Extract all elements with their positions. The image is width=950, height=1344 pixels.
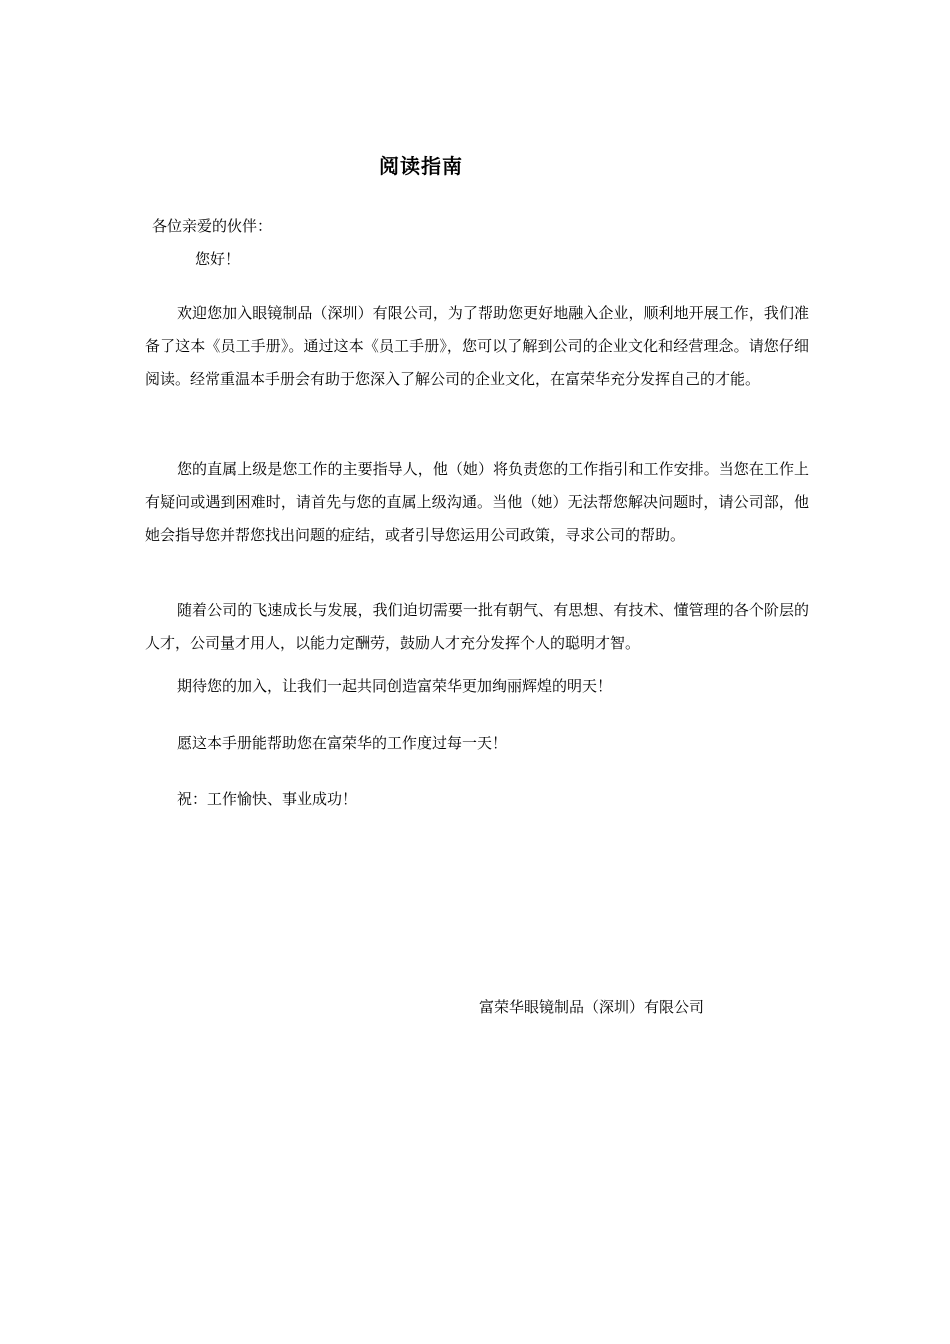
paragraph-supervisor: 您的直属上级是您工作的主要指导人，他（她）将负责您的工作指引和工作安排。当您在工作上有疑问或遇到困难时，请首先与您的直属上级沟通。当他（她）无法帮您解决问题时，请公司部，他她会指导您并帮您找出问题的症结，或者引导您运用公司政策，寻求公司的帮助。 — [145, 460, 809, 544]
company-signature: 富荣华眼镜制品（深圳）有限公司 — [479, 998, 705, 1016]
greeting: 您好！ — [195, 250, 241, 268]
paragraph-expectation: 期待您的加入，让我们一起共同创造富荣华更加绚丽辉煌的明天！ — [177, 677, 613, 695]
paragraph-blessing: 祝：工作愉快、事业成功！ — [177, 790, 358, 808]
salutation: 各位亲爱的伙伴： — [152, 217, 273, 235]
paragraph-growth: 随着公司的飞速成长与发展，我们迫切需要一批有朝气、有思想、有技术、懂管理的各个阶层的人才，公司量才用人，以能力定酬劳，鼓励人才充分发挥个人的聪明才智。 — [145, 601, 809, 652]
paragraph-welcome: 欢迎您加入眼镜制品（深圳）有限公司，为了帮助您更好地融入企业，顺利地开展工作，我们准备了这本《员工手册》。通过这本《员工手册》，您可以了解到公司的企业文化和经营理念。请您仔细阅读。经常重温本手册会有助于您深入了解公司的企业文化，在富荣华充分发挥自己的才能。 — [145, 304, 809, 388]
paragraph-wish: 愿这本手册能帮助您在富荣华的工作度过每一天！ — [177, 734, 508, 752]
page-title: 阅读指南 — [379, 154, 463, 178]
